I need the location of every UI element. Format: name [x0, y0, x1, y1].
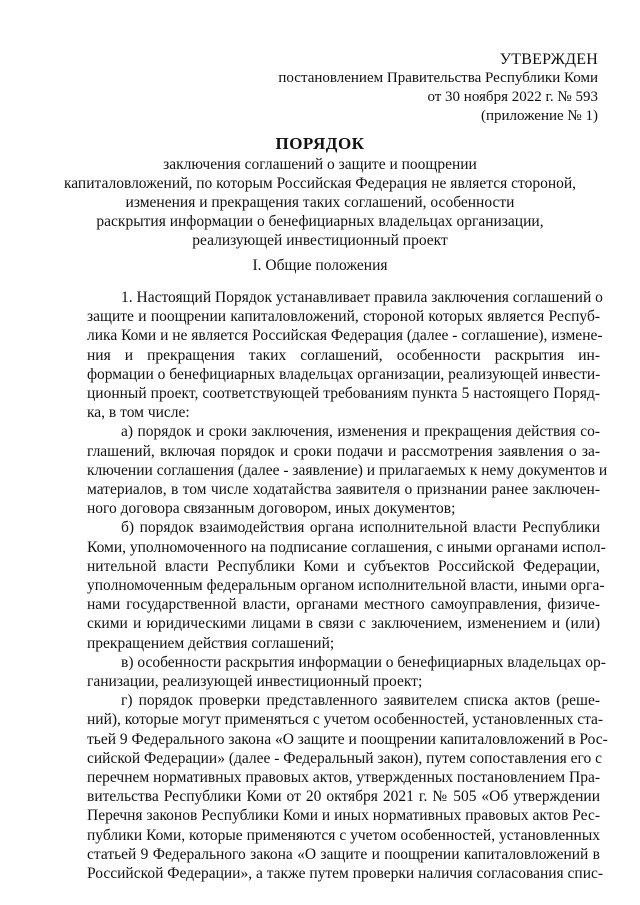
- body-line: нительной власти Республики Коми и субъектов Российской Федерации,: [87, 557, 600, 575]
- document-subtitle: [40, 155, 600, 250]
- body-line: 1. Настоящий Порядок устанавливает правила заключения соглашений о: [121, 289, 603, 306]
- approval-line-3: (приложение № 1): [480, 108, 598, 124]
- approval-line-2: от 30 ноября 2022 г. № 593: [427, 89, 598, 105]
- body-line: публики Коми, которые применяются с учетом особенностей, установленных: [87, 826, 600, 844]
- body-line: перечнем нормативных правовых актов, утвержденных постановлением Пра-: [87, 769, 600, 787]
- body-line: ганизации, реализующей инвестиционный проект;: [87, 673, 423, 691]
- body-line: Перечня законов Республики Коми и иных нормативных правовых актов Рес-: [87, 807, 600, 825]
- body-line: защите и поощрении капиталовложений, стороной которых является Респуб-: [87, 308, 600, 326]
- subtitle-line: заключения соглашений о защите и поощрении: [163, 156, 477, 173]
- body-line: в) особенности раскрытия информации о бенефициарных владельцах ор-: [121, 653, 606, 671]
- body-line: ка, в том числе:: [87, 404, 190, 422]
- document-title: ПОРЯДОК: [275, 134, 365, 153]
- body-line: лика Коми и не является Российская Федерация (далее - соглашение), измене-: [87, 327, 603, 345]
- body-line: б) порядок взаимодействия органа исполнительной власти Республики: [121, 519, 600, 537]
- subtitle-line: капиталовложений, по которым Российская Федерация не является стороной,: [63, 175, 577, 192]
- body-line: Российской Федерации», а также путем проверки наличия согласования спис-: [87, 865, 604, 883]
- approval-title: УТВЕРЖДЕН: [499, 51, 598, 68]
- body-line: нами государственной власти, органами местного самоуправления, физиче-: [87, 596, 600, 614]
- body-line: глашений, включая порядок и сроки подачи и рассмотрения заявления о за-: [87, 442, 600, 460]
- body-line: формации о бенефициарных владельцах организации, реализующей инвести-: [87, 365, 601, 383]
- body-line: ключении соглашения (далее - заявление) и прилагаемых к нему документов и: [87, 461, 608, 479]
- body-line: статьей 9 Федерального закона «О защите и поощрении капиталовложений в: [87, 845, 600, 863]
- body-line: скими и юридическими лицами в связи с заключением, изменением и (или): [87, 615, 600, 633]
- body-line: вительства Республики Коми от 20 октября 2021 г. № 505 «Об утверждении: [87, 788, 600, 806]
- body-line: ний), которые могут применяться с учетом особенностей, установленных ста-: [87, 711, 604, 729]
- section-heading: I. Общие положения: [252, 257, 388, 274]
- body-line: тьей 9 Федерального закона «О защите и поощрении капиталовложений в Рос-: [87, 730, 608, 748]
- body-line: материалов, в том числе ходатайства заявителя о признании ранее заключен-: [87, 481, 600, 499]
- subtitle-line: изменения и прекращения таких соглашений, особенности: [125, 194, 515, 211]
- body-line: прекращением действия соглашений;: [87, 634, 335, 652]
- body-line: ния и прекращения таких соглашений, особенности раскрытия ин-: [87, 346, 600, 364]
- subtitle-line: раскрытия информации о бенефициарных владельцах организации,: [96, 213, 544, 230]
- body-line: уполномоченным федеральным органом исполнительной власти, иными орга-: [87, 577, 605, 595]
- body-line: ного договора связанным договором, иных документов;: [87, 500, 456, 518]
- approval-stamp: [278, 50, 598, 126]
- body-line: а) порядок и сроки заключения, изменения и прекращения действия со-: [121, 423, 600, 441]
- body-line: г) порядок проверки представленного заявителем списка актов (реше-: [121, 692, 600, 710]
- body-line: ционный проект, соответствующей требованиям пункта 5 настоящего Поряд-: [87, 385, 600, 403]
- approval-line-1: постановлением Правительства Республики Коми: [278, 70, 598, 86]
- body-line: Коми, уполномоченного на подписание соглашения, с иными органами испол-: [87, 538, 606, 556]
- body-text: [87, 288, 608, 883]
- subtitle-line: реализующей инвестиционный проект: [192, 232, 448, 249]
- body-line: сийской Федерации» (далее - Федеральный закон), путем сопоставления его с: [87, 749, 602, 767]
